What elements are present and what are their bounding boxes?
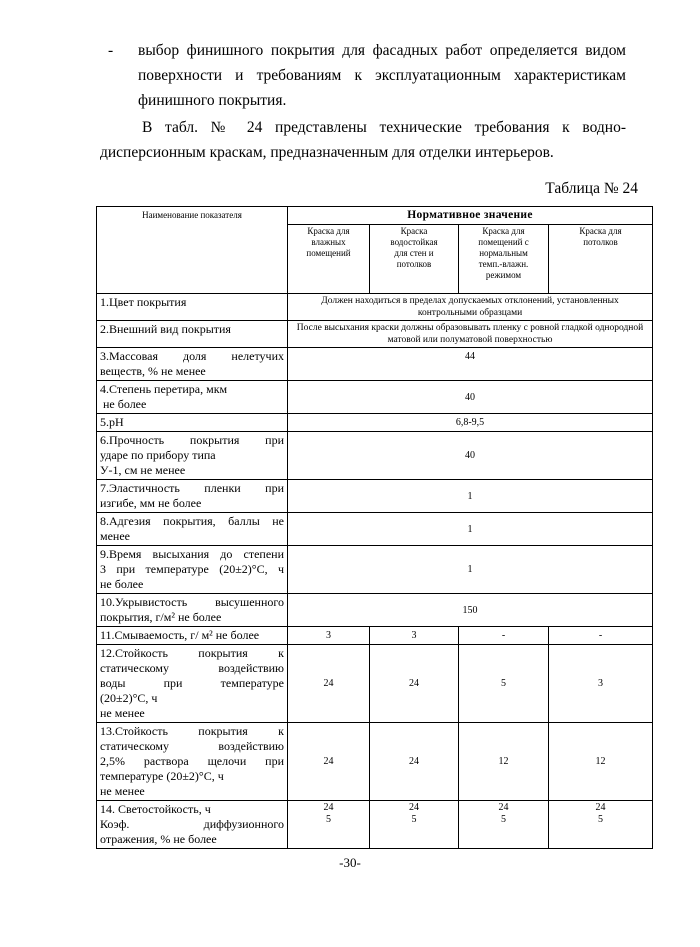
row-value: 6,8-9,5: [288, 414, 653, 432]
row-value: 1: [288, 513, 653, 546]
row-name: 14. Светостойкость, ч Коэф. диффузионного отражения, % не более: [97, 801, 288, 849]
intro-text: [100, 38, 626, 165]
row-name: 3.Массовая доля нелетучих веществ, % не менее: [97, 348, 288, 381]
row-value: 150: [288, 594, 653, 627]
row-value: 24: [288, 723, 370, 801]
paragraph-line: В табл. № 24 представлены технические требования к водно-: [142, 119, 626, 136]
page-number: -30-: [339, 855, 361, 870]
row-name: 7.Эластичность пленки при изгибе, мм не более: [97, 480, 288, 513]
row-name: 1.Цвет покрытия: [97, 294, 288, 321]
table-row: [97, 801, 653, 849]
row-value: 24: [370, 723, 459, 801]
row-value: 1: [288, 546, 653, 594]
row-name: 2.Внешний вид покрытия: [97, 321, 288, 348]
row-name: 12.Стойкость покрытия к статическому воздействию воды при температуре (20±2)°C, ч не менее: [97, 645, 288, 723]
row-value: 24 5: [370, 801, 459, 849]
row-value: -: [549, 627, 653, 645]
row-name: 9.Время высыхания до степени 3 при температуре (20±2)°C, ч не более: [97, 546, 288, 594]
row-value: 1: [288, 480, 653, 513]
row-name: 11.Смываемость, г/ м² не более: [97, 627, 288, 645]
row-value: 24 5: [288, 801, 370, 849]
row-value: 40: [288, 381, 653, 414]
row-value: 24: [370, 645, 459, 723]
header-name-cell: Наименование показателя: [97, 207, 288, 294]
row-name: 6.Прочность покрытия при ударе по прибору типа У-1, см не менее: [97, 432, 288, 480]
table-row: [97, 594, 653, 627]
row-value: 24 5: [549, 801, 653, 849]
row-value: -: [459, 627, 549, 645]
requirements-table: [96, 206, 653, 849]
bullet-line: поверхности и требованиям к эксплуатационным характеристикам: [138, 67, 626, 84]
row-value: 24 5: [459, 801, 549, 849]
row-name: 5.pH: [97, 414, 288, 432]
row-name: 4.Степень перетира, мкм не более: [97, 381, 288, 414]
table-row: [97, 321, 653, 348]
table-row: [97, 480, 653, 513]
table-header-row: [97, 207, 653, 225]
table-row: [97, 294, 653, 321]
table-row: [97, 414, 653, 432]
row-name: 10.Укрывистость высушенного покрытия, г/м² не более: [97, 594, 288, 627]
row-value: 3: [370, 627, 459, 645]
row-value: 5: [459, 645, 549, 723]
header-col-1: Краска для влажных помещений: [288, 225, 370, 294]
row-value: После высыхания краски должны образовывать пленку с ровной гладкой однородной матовой или полуматовой поверхностью: [288, 321, 653, 348]
header-col-4: Краска для потолков: [549, 225, 653, 294]
bullet-dash: -: [108, 42, 114, 59]
header-col-2: Краска водостойкая для стен и потолков: [370, 225, 459, 294]
row-value: 3: [549, 645, 653, 723]
row-name: 13.Стойкость покрытия к статическому воздействию 2,5% раствора щелочи при температуре (20±2)°C, ч не менее: [97, 723, 288, 801]
paragraph-line: дисперсионным краскам, предназначенным для отделки интерьеров.: [100, 144, 554, 161]
bullet-line: финишного покрытия.: [138, 92, 287, 109]
row-value: 3: [288, 627, 370, 645]
table-caption: Таблица № 24: [545, 180, 638, 197]
row-value: 12: [459, 723, 549, 801]
table-row: [97, 627, 653, 645]
row-value: 24: [288, 645, 370, 723]
row-value: 12: [549, 723, 653, 801]
table-row: [97, 432, 653, 480]
row-name: 8.Адгезия покрытия, баллы не менее: [97, 513, 288, 546]
row-value: Должен находиться в пределах допускаемых отклонений, установленных контрольными образцами: [288, 294, 653, 321]
table-row: [97, 645, 653, 723]
table-row: [97, 546, 653, 594]
table-row: [97, 348, 653, 381]
row-value: 44: [288, 348, 653, 381]
header-norm-cell: Нормативное значение: [288, 207, 653, 225]
bullet-line: выбор финишного покрытия для фасадных работ определяется видом: [138, 42, 626, 59]
row-value: 40: [288, 432, 653, 480]
table-row: [97, 381, 653, 414]
table-row: [97, 723, 653, 801]
header-col-3: Краска для помещений с нормальным темп.-влажн. режимом: [459, 225, 549, 294]
table-row: [97, 513, 653, 546]
bullet-item: [108, 38, 626, 113]
